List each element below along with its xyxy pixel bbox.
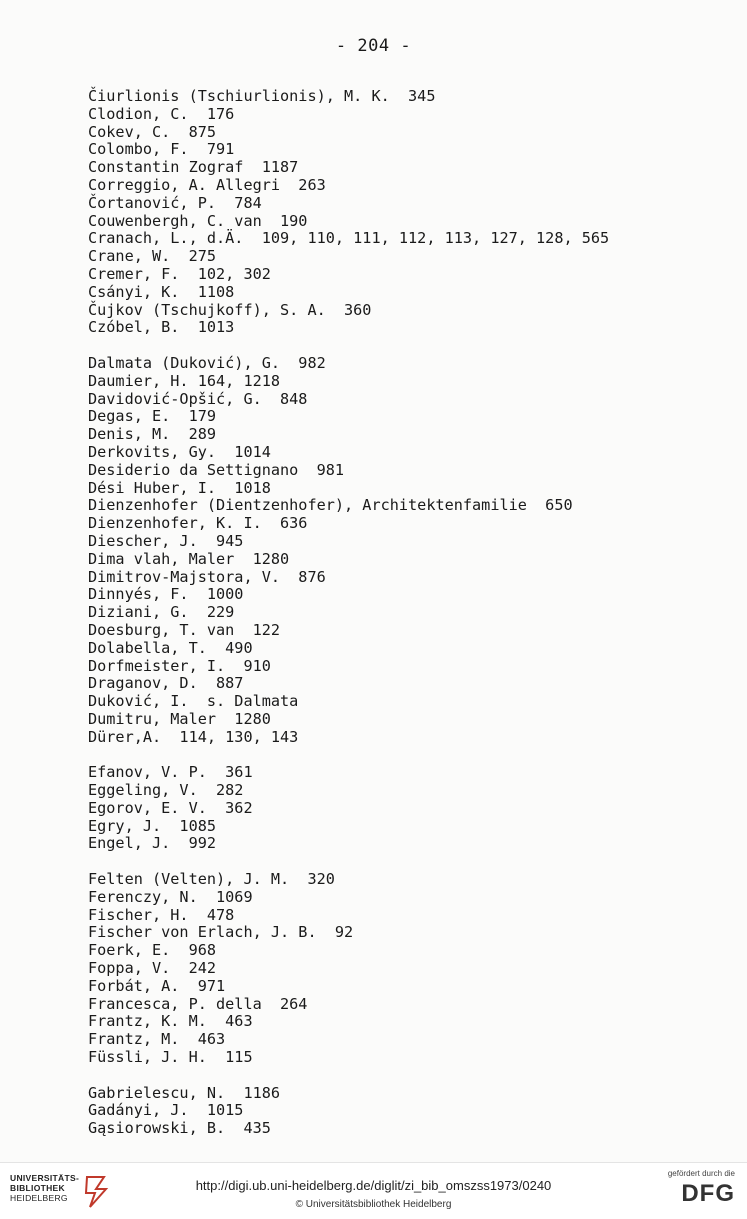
index-entry: Crane, W. 275 — [88, 247, 217, 266]
logo-line-2: BIBLIOTHEK — [10, 1183, 65, 1193]
index-entry: Clodion, C. 176 — [88, 104, 235, 123]
dfg-wordmark: DFG — [681, 1180, 735, 1207]
index-entry: Dürer,A. 114, 130, 143 — [88, 727, 299, 746]
index-entry: Dimitrov-Majstora, V. 876 — [88, 567, 326, 586]
index-entry: Gąsiorowski, B. 435 — [88, 1119, 271, 1138]
permalink-link[interactable]: http://digi.ub.uni-heidelberg.de/diglit/zi_bib_omszss1973/0240 — [195, 1178, 552, 1193]
index-entry: Egorov, E. V. 362 — [88, 798, 253, 817]
index-entry: Draganov, D. 887 — [88, 674, 244, 693]
index-entry: Cokev, C. 875 — [88, 122, 217, 141]
index-entry: Czóbel, B. 1013 — [88, 318, 235, 337]
index-entry: Desiderio da Settignano 981 — [88, 460, 345, 479]
index-entry: Čortanović, P. 784 — [88, 193, 262, 212]
index-entry: Dési Huber, I. 1018 — [88, 478, 271, 497]
index-entry: Dienzenhofer, K. I. 636 — [88, 514, 308, 533]
index-entry: Čiurlionis (Tschiurlionis), M. K. 345 — [88, 87, 436, 105]
index-entry: Gadányi, J. 1015 — [88, 1101, 244, 1120]
index-group — [88, 871, 728, 1067]
logo-line-1: UNIVERSITÄTS- — [10, 1173, 80, 1183]
index-entry: Davidović-Opšić, G. 848 — [88, 389, 308, 408]
index-entry: Dienzenhofer (Dientzenhofer), Architektenfamilie 650 — [88, 496, 573, 515]
index-entry: Fischer, H. 478 — [88, 905, 235, 924]
page-number: - 204 - — [335, 36, 412, 56]
index-entry: Couwenbergh, C. van 190 — [88, 211, 308, 230]
index-entry: Čujkov (Tschujkoff), S. A. 360 — [88, 300, 372, 319]
index-entry: Colombo, F. 791 — [88, 140, 235, 159]
logo-line-3: HEIDELBERG — [10, 1193, 68, 1203]
index-entry: Derkovits, Gy. 1014 — [88, 442, 271, 461]
index-entry: Cranach, L., d.Ä. 109, 110, 111, 112, 113, 127, 128, 565 — [88, 229, 610, 248]
index-entry: Frantz, M. 463 — [88, 1030, 226, 1049]
index-entry: Diziani, G. 229 — [88, 603, 235, 622]
index-entry: Ferenczy, N. 1069 — [88, 887, 253, 906]
index-entry: Correggio, A. Allegri 263 — [88, 175, 326, 194]
index-entry: Felten (Velten), J. M. 320 — [88, 870, 335, 889]
index-entry: Diescher, J. 945 — [88, 531, 244, 550]
index-entry: Dumitru, Maler 1280 — [88, 709, 271, 728]
index-entry: Füssli, J. H. 115 — [88, 1048, 253, 1067]
dfg-logo[interactable] — [655, 1169, 735, 1215]
permalink[interactable] — [0, 1178, 747, 1193]
index-entry: Foerk, E. 968 — [88, 941, 217, 960]
dfg-caption: gefördert durch die — [667, 1169, 735, 1178]
index-entry: Francesca, P. della 264 — [88, 994, 308, 1013]
index-group — [88, 88, 728, 337]
footer — [0, 1162, 747, 1219]
index-entry: Doesburg, T. van 122 — [88, 620, 281, 639]
index-group — [88, 355, 728, 747]
artist-index — [88, 88, 728, 1156]
index-entry: Forbát, A. 971 — [88, 976, 226, 995]
index-entry: Degas, E. 179 — [88, 407, 217, 426]
index-group — [88, 764, 728, 853]
index-entry: Egry, J. 1085 — [88, 816, 217, 835]
index-entry: Dolabella, T. 490 — [88, 638, 253, 657]
index-entry: Cremer, F. 102, 302 — [88, 264, 271, 283]
index-entry: Gabrielescu, N. 1186 — [88, 1083, 281, 1102]
index-entry: Dinnyés, F. 1000 — [88, 585, 244, 604]
index-entry: Eggeling, V. 282 — [88, 781, 244, 800]
index-entry: Engel, J. 992 — [88, 834, 217, 853]
index-entry: Dalmata (Duković), G. 982 — [88, 353, 326, 372]
index-entry: Duković, I. s. Dalmata — [88, 692, 299, 711]
index-entry: Dima vlah, Maler 1280 — [88, 549, 290, 568]
index-entry: Foppa, V. 242 — [88, 959, 217, 978]
index-entry: Constantin Zograf 1187 — [88, 158, 299, 177]
index-group — [88, 1085, 728, 1138]
index-entry: Frantz, K. M. 463 — [88, 1012, 253, 1031]
index-entry: Csányi, K. 1108 — [88, 282, 235, 301]
index-entry: Fischer von Erlach, J. B. 92 — [88, 923, 354, 942]
copyright-notice: © Universitätsbibliothek Heidelberg — [295, 1199, 452, 1210]
index-entry: Efanov, V. P. 361 — [88, 763, 253, 782]
index-entry: Denis, M. 289 — [88, 425, 217, 444]
index-entry: Dorfmeister, I. 910 — [88, 656, 271, 675]
index-entry: Daumier, H. 164, 1218 — [88, 371, 281, 390]
